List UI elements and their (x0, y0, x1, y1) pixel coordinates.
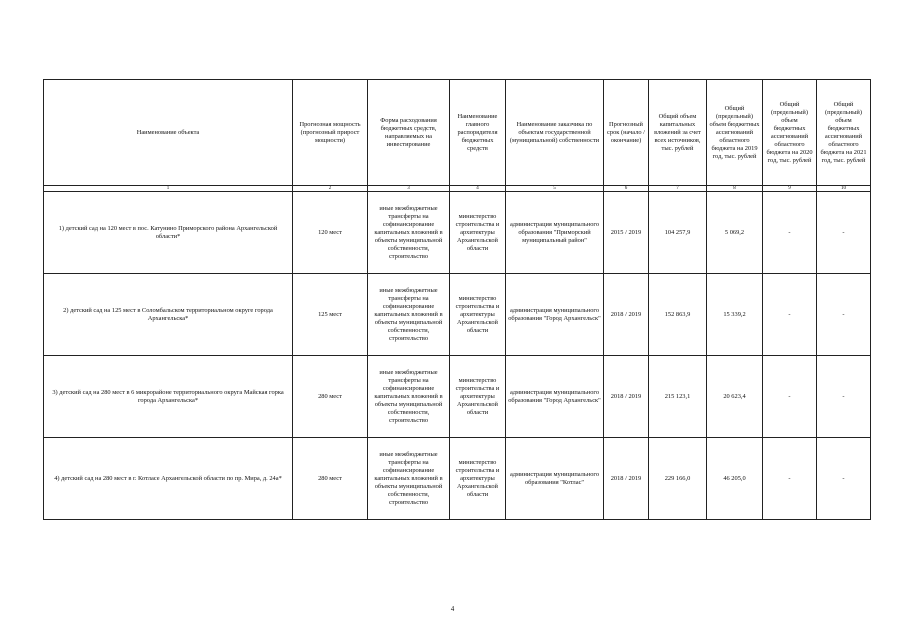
capacity-cell: 120 мест (293, 192, 368, 274)
table-row (44, 356, 871, 438)
column-number: 7 (649, 186, 707, 192)
period-cell: 2018 / 2019 (604, 274, 649, 356)
spending-form-cell: иные межбюджетные трансферты на софинансирование капитальных вложений в объекты муниципальной собственности, строительство (368, 274, 450, 356)
total-investment-cell: 229 166,0 (649, 438, 707, 520)
header-budget-2020: Общий (предельный) объем бюджетных ассигнований областного бюджета на 2020 год, тыс. рублей (763, 80, 817, 186)
budget-2020-cell: - (763, 356, 817, 438)
header-total-investment: Общий объем капитальных вложений за счет всех источников, тыс. рублей (649, 80, 707, 186)
header-object-name: Наименование объекта (44, 80, 293, 186)
period-cell: 2015 / 2019 (604, 192, 649, 274)
table-row (44, 192, 871, 274)
budget-2021-cell: - (817, 274, 871, 356)
header-budget-manager: Наименование главного распорядителя бюджетных средств (450, 80, 506, 186)
header-row (44, 80, 871, 186)
budget-2020-cell: - (763, 438, 817, 520)
budget-2019-cell: 46 205,0 (707, 438, 763, 520)
column-number: 8 (707, 186, 763, 192)
column-number: 1 (44, 186, 293, 192)
header-spending-form: Форма расходования бюджетных средств, направляемых на инвестирование (368, 80, 450, 186)
header-budget-2021: Общий (предельный) объем бюджетных ассигнований областного бюджета на 2021 год, тыс. рублей (817, 80, 871, 186)
object-name-cell: 1) детский сад на 120 мест в пос. Катунино Приморского района Архангельской области* (44, 192, 293, 274)
period-cell: 2018 / 2019 (604, 356, 649, 438)
budget-2019-cell: 15 339,2 (707, 274, 763, 356)
total-investment-cell: 104 257,9 (649, 192, 707, 274)
column-number: 6 (604, 186, 649, 192)
object-name-cell: 3) детский сад на 280 мест в 6 микрорайоне территориального округа Майская горка города Архангельска* (44, 356, 293, 438)
budget-2021-cell: - (817, 192, 871, 274)
column-number: 5 (506, 186, 604, 192)
budget-2021-cell: - (817, 438, 871, 520)
customer-cell: администрация муниципального образования "Котлас" (506, 438, 604, 520)
header-budget-2019: Общий (предельный) объем бюджетных ассигнований областного бюджета на 2019 год, тыс. рублей (707, 80, 763, 186)
column-number: 4 (450, 186, 506, 192)
customer-cell: администрация муниципального образования "Город Архангельск" (506, 356, 604, 438)
objects-table (43, 79, 871, 520)
budget-2021-cell: - (817, 356, 871, 438)
period-cell: 2018 / 2019 (604, 438, 649, 520)
column-number: 9 (763, 186, 817, 192)
budget-manager-cell: министерство строительства и архитектуры Архангельской области (450, 192, 506, 274)
customer-cell: администрация муниципального образования "Город Архангельск" (506, 274, 604, 356)
table-row (44, 438, 871, 520)
spending-form-cell: иные межбюджетные трансферты на софинансирование капитальных вложений в объекты муниципальной собственности, строительство (368, 438, 450, 520)
budget-manager-cell: министерство строительства и архитектуры Архангельской области (450, 356, 506, 438)
page-number: 4 (450, 605, 455, 613)
spending-form-cell: иные межбюджетные трансферты на софинансирование капитальных вложений в объекты муниципальной собственности, строительство (368, 192, 450, 274)
header-customer: Наименование заказчика по объектам государственной (муниципальной) собственности (506, 80, 604, 186)
table-row (44, 274, 871, 356)
customer-cell: администрация муниципального образования "Приморский муниципальный район" (506, 192, 604, 274)
spending-form-cell: иные межбюджетные трансферты на софинансирование капитальных вложений в объекты муниципальной собственности, строительство (368, 356, 450, 438)
capacity-cell: 125 мест (293, 274, 368, 356)
column-number: 10 (817, 186, 871, 192)
object-name-cell: 4) детский сад на 280 мест в г. Котласе Архангельской области по пр. Мира, д. 24а* (44, 438, 293, 520)
object-name-cell: 2) детский сад на 125 мест в Соломбальском территориальном округе города Архангельска* (44, 274, 293, 356)
budget-2019-cell: 20 623,4 (707, 356, 763, 438)
total-investment-cell: 152 863,9 (649, 274, 707, 356)
column-number: 2 (293, 186, 368, 192)
capacity-cell: 280 мест (293, 438, 368, 520)
budget-2020-cell: - (763, 274, 817, 356)
header-capacity: Прогнозная мощность (прогнозный прирост мощности) (293, 80, 368, 186)
budget-manager-cell: министерство строительства и архитектуры Архангельской области (450, 438, 506, 520)
budget-2020-cell: - (763, 192, 817, 274)
header-period: Прогнозный срок (начало / окончание) (604, 80, 649, 186)
budget-2019-cell: 5 069,2 (707, 192, 763, 274)
capacity-cell: 280 мест (293, 356, 368, 438)
budget-manager-cell: министерство строительства и архитектуры Архангельской области (450, 274, 506, 356)
total-investment-cell: 215 123,1 (649, 356, 707, 438)
column-number: 3 (368, 186, 450, 192)
